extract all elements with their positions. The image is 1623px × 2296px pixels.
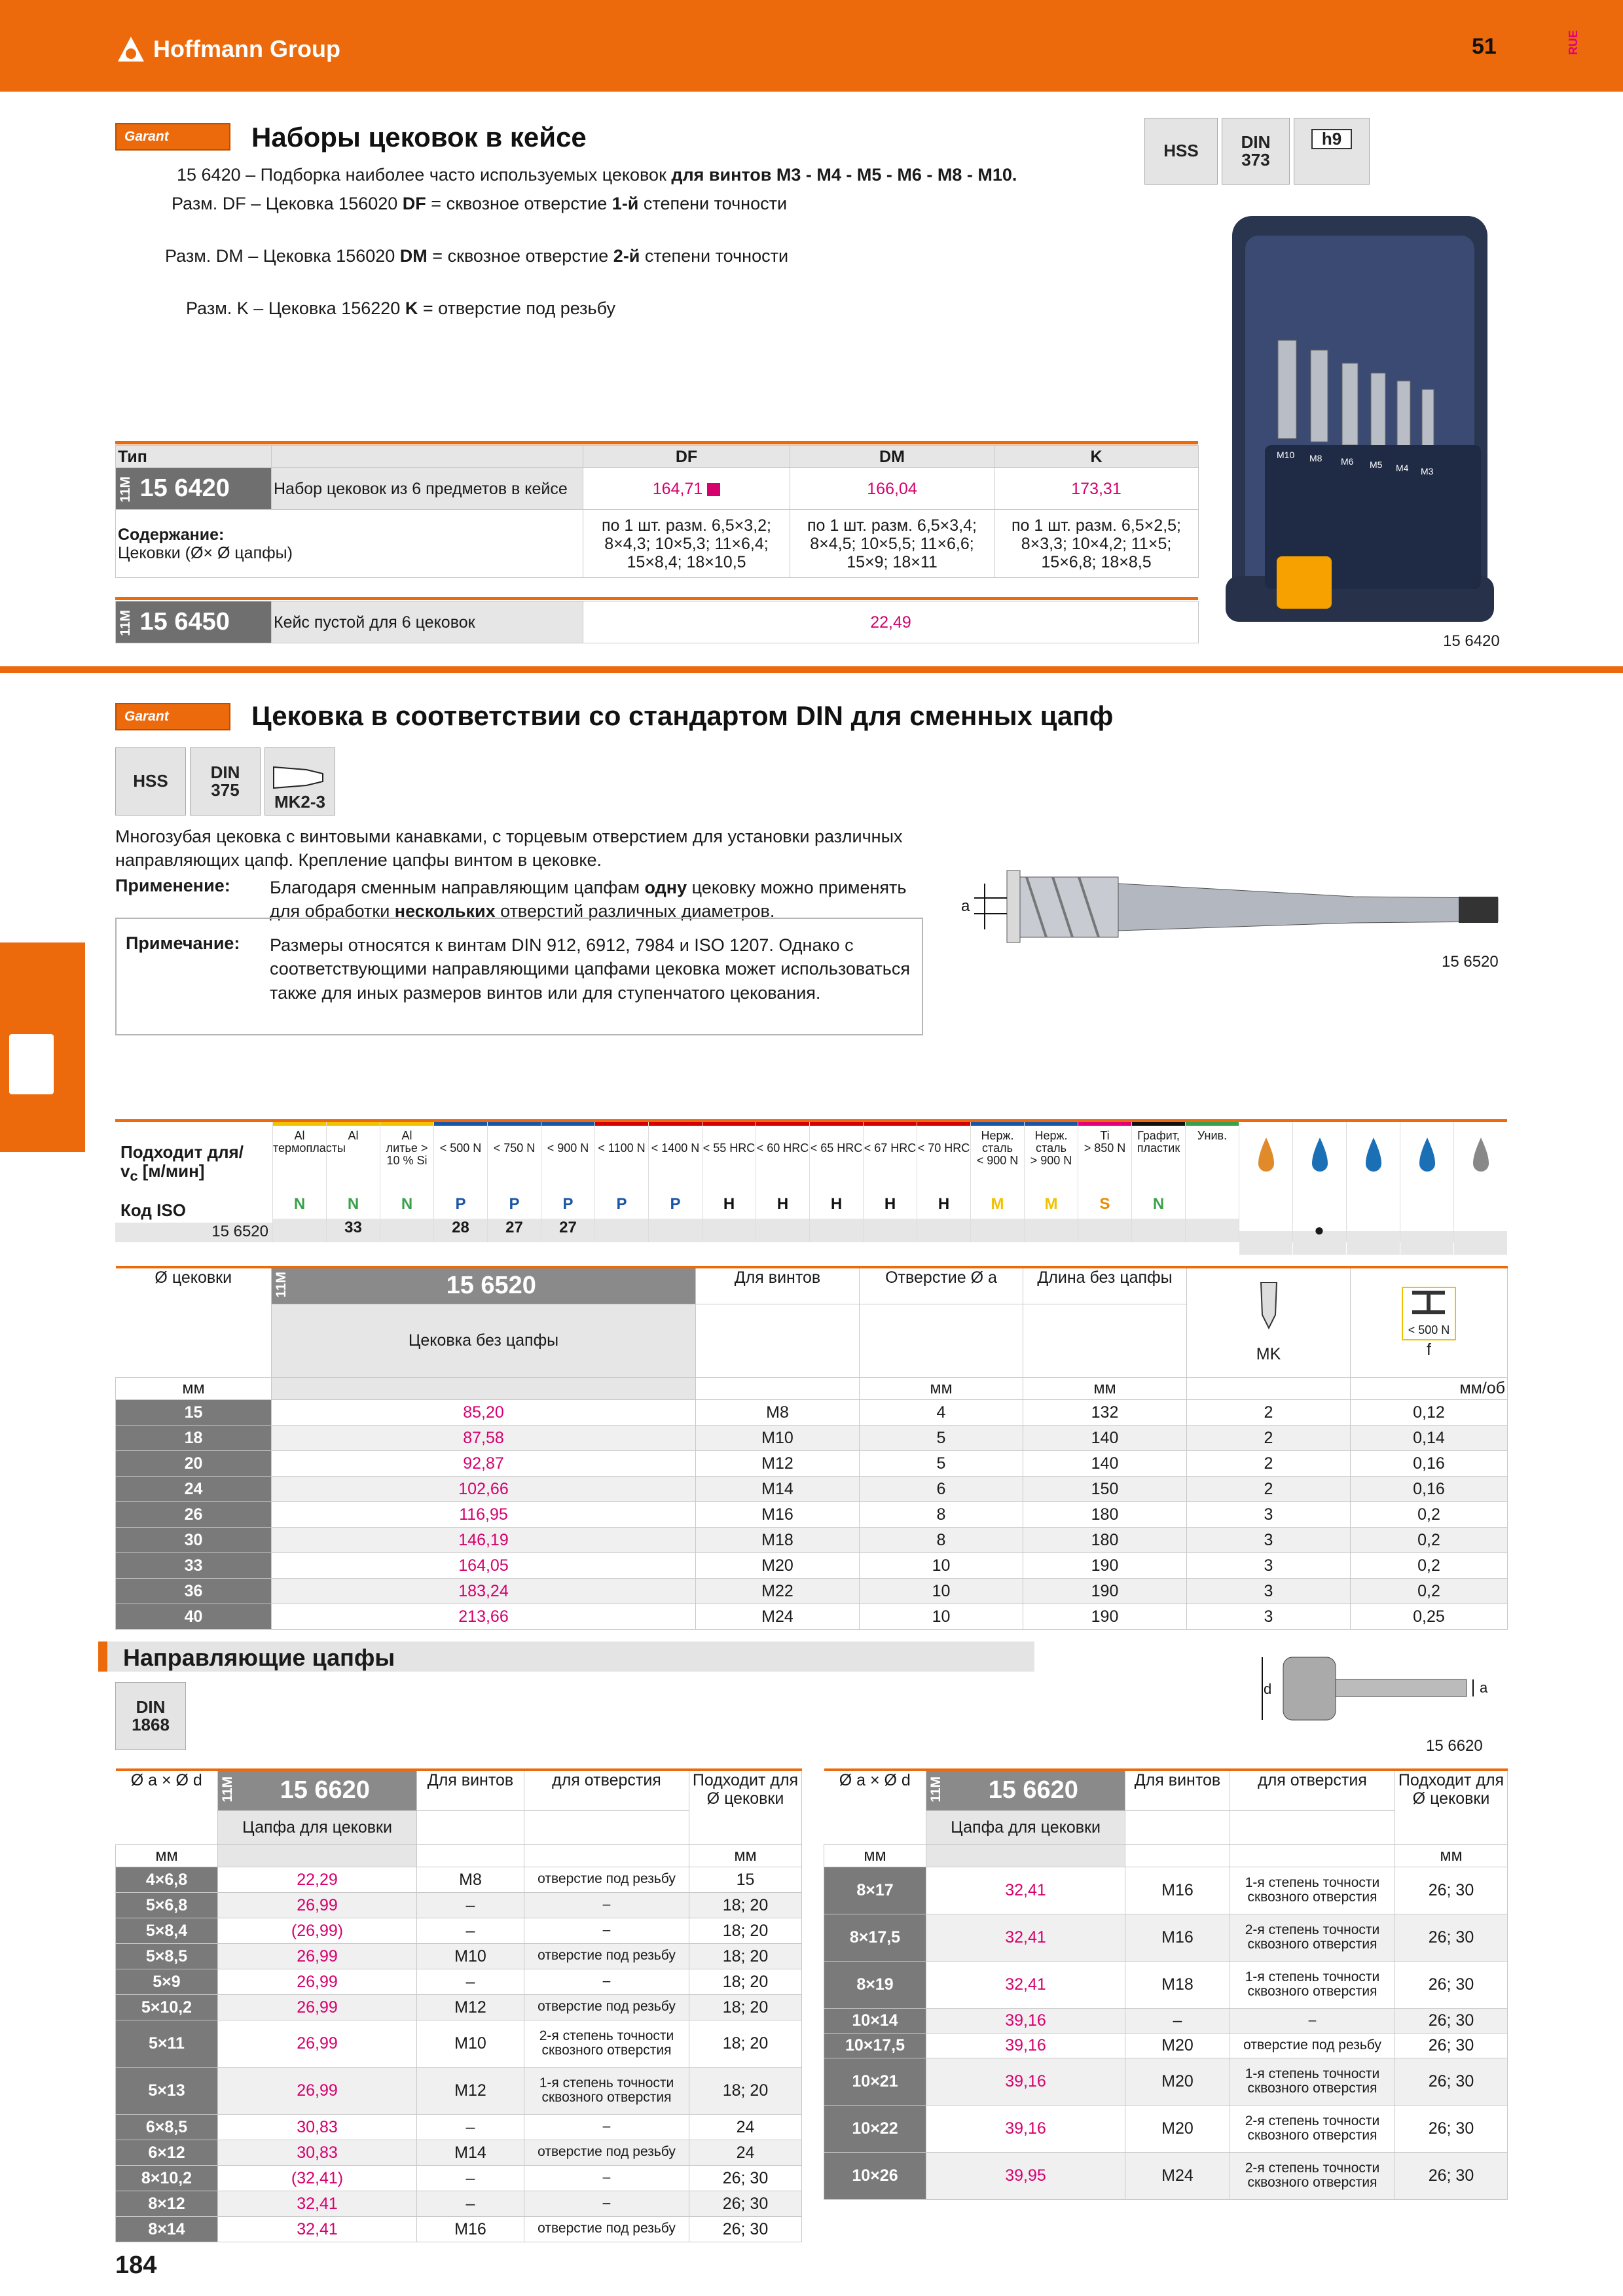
page-number-bottom: 184 <box>115 2251 157 2279</box>
table-row: 10×14 39,16 – – 26; 30 <box>824 2008 1508 2033</box>
h9-badge: h9 <box>1294 118 1370 185</box>
material-label: < 60 HRC <box>756 1141 809 1155</box>
table-row: 18 87,58 M10 5 140 2 0,14 <box>116 1425 1508 1450</box>
iso-code: P <box>616 1195 627 1213</box>
svg-text:M5: M5 <box>1370 459 1383 470</box>
din-badge: DIN 373 <box>1222 118 1290 185</box>
table-rule <box>115 441 1198 444</box>
article-code: 11M 15 6620 <box>218 1770 417 1810</box>
material-label: < 750 N <box>493 1141 536 1155</box>
iso-code: P <box>562 1195 574 1213</box>
col-name: Цапфа для цековки <box>218 1810 417 1844</box>
col-screw: Для винтов <box>696 1267 860 1304</box>
table-row: 8×17 32,41 M16 1-я степень точности сквозного отверстия 26; 30 <box>824 1867 1508 1914</box>
table-row: 10×22 39,16 M20 2-я степень точности сквозного отверстия 26; 30 <box>824 2105 1508 2152</box>
material-label: < 1100 N <box>598 1141 646 1155</box>
table-row: 5×6,8 26,99 – – 18; 20 <box>116 1892 802 1918</box>
iso-code: H <box>938 1195 950 1213</box>
material-col <box>433 1122 487 1242</box>
vc-value: 28 <box>434 1219 487 1242</box>
coolant-dot: ● <box>1314 1220 1324 1240</box>
desc-line-2: Разм. DF – Цековка 156020 DF = сквозное отверстие 1-й степени точности <box>172 194 788 213</box>
product-image-case <box>1219 209 1501 628</box>
material-label: < 1400 N <box>651 1141 700 1155</box>
content-label: Содержание: Цековки (Ø× Ø цапфы) <box>116 510 583 578</box>
iso-code: H <box>830 1195 843 1213</box>
col-hole: для отверстия <box>524 1770 689 1810</box>
garant-badge: Garant <box>115 123 230 151</box>
material-col <box>1185 1122 1239 1242</box>
image-caption: 15 6420 <box>1443 632 1500 650</box>
section-title: Направляющие цапфы <box>123 1644 395 1671</box>
col-size: Ø a × Ø d <box>130 1771 202 1789</box>
material-col <box>863 1122 917 1242</box>
table-row: 6×8,5 30,83 – – 24 <box>116 2114 802 2140</box>
material-col <box>272 1122 346 1242</box>
article-code: 11M 15 6520 <box>272 1267 696 1304</box>
section-title: Наборы цековок в кейсе <box>251 122 587 152</box>
unit: мм <box>1395 1844 1508 1867</box>
material-label: Нерж. сталь > 900 N <box>1030 1129 1072 1167</box>
table-row: 36 183,24 M22 10 190 3 0,2 <box>116 1578 1508 1604</box>
table-rule <box>115 597 1198 600</box>
coolant-icon <box>1307 1135 1333 1174</box>
table-row: 8×14 32,41 M16 отверстие под резьбу 26; 30 <box>116 2216 802 2242</box>
application-text: Благодаря сменным направляющим цапфам одну цековку можно применять для обработки нескольких отверстий различных диаметров. <box>270 878 907 922</box>
svg-text:M3: M3 <box>1421 466 1434 476</box>
hss-badge: HSS <box>1144 118 1218 185</box>
steel-icon <box>1409 1289 1448 1316</box>
vc-value <box>1132 1219 1185 1242</box>
table-row: 5×8,5 26,99 M10 отверстие под резьбу 18; 20 <box>116 1943 802 1969</box>
material-label: < 67 HRC <box>864 1141 917 1155</box>
unit: мм <box>116 1377 272 1399</box>
svg-text:d: d <box>1264 1681 1272 1697</box>
iso-code: H <box>723 1195 735 1213</box>
col-diameter: Ø цековки <box>155 1268 232 1287</box>
col-fit: Подходит для Ø цековки <box>689 1770 802 1844</box>
material-label: Al <box>348 1129 359 1142</box>
material-col <box>917 1122 970 1242</box>
table-row: 6×12 30,83 M14 отверстие под резьбу 24 <box>116 2140 802 2165</box>
suit-code: 15 6520 <box>115 1223 272 1242</box>
svg-text:M8: M8 <box>1309 453 1322 463</box>
coolant-icon <box>1253 1135 1279 1174</box>
hoffmann-logo-icon <box>115 34 148 64</box>
material-col <box>487 1122 541 1242</box>
iso-code: P <box>670 1195 681 1213</box>
countersink-icon <box>9 1034 54 1094</box>
col-mk: MK <box>1187 1267 1351 1377</box>
table-row: 26 116,95 M16 8 180 3 0,2 <box>116 1501 1508 1527</box>
svg-text:M4: M4 <box>1396 463 1409 473</box>
coolant-icon <box>1360 1135 1387 1174</box>
col-k: K <box>994 446 1199 468</box>
iso-code: M <box>991 1195 1004 1213</box>
counterbore-table <box>115 1266 1508 1630</box>
coolant-col <box>1346 1122 1400 1242</box>
table-row: 24 102,66 M14 6 150 2 0,16 <box>116 1476 1508 1501</box>
vc-value <box>595 1219 648 1242</box>
material-col <box>648 1122 702 1242</box>
coolant-icon <box>1468 1135 1494 1174</box>
material-col <box>756 1122 809 1242</box>
set-table <box>115 445 1199 578</box>
table-row: 8×19 32,41 M18 1-я степень точности сквозного отверстия 26; 30 <box>824 1961 1508 2008</box>
svg-text:M10: M10 <box>1277 450 1295 460</box>
material-col <box>970 1122 1024 1242</box>
vc-value <box>1078 1219 1131 1242</box>
taper-shank-icon <box>270 761 329 793</box>
unit: мм <box>860 1377 1023 1399</box>
material-col <box>702 1122 756 1242</box>
iso-code: N <box>401 1195 413 1213</box>
svg-text:M6: M6 <box>1341 456 1354 467</box>
material-col <box>380 1122 433 1242</box>
vc-value <box>702 1219 756 1242</box>
pilot-table-left <box>115 1768 802 2242</box>
vc-value <box>1186 1219 1239 1242</box>
case-table <box>115 601 1199 643</box>
iso-code: P <box>455 1195 466 1213</box>
taper-icon <box>1256 1282 1282 1341</box>
table-row: 20 92,87 M12 5 140 2 0,16 <box>116 1450 1508 1476</box>
suitability-table <box>115 1122 1507 1246</box>
material-col <box>1131 1122 1185 1242</box>
iso-code: N <box>1152 1195 1165 1213</box>
price-k: 173,31 <box>994 468 1199 510</box>
table-row: 8×17,5 32,41 M16 2-я степень точности сквозного отверстия 26; 30 <box>824 1914 1508 1961</box>
material-label: < 500 N <box>439 1141 482 1155</box>
table-row: 8×12 32,41 – – 26; 30 <box>116 2191 802 2216</box>
coolant-col <box>1400 1122 1453 1242</box>
pilot-table-right <box>824 1768 1508 2200</box>
material-label: Унив. <box>1197 1129 1228 1142</box>
garant-badge: Garant <box>115 703 230 730</box>
table-row: 10×26 39,95 M24 2-я степень точности сквозного отверстия 26; 30 <box>824 2152 1508 2199</box>
material-label: < 65 HRC <box>810 1141 863 1155</box>
unit: мм <box>1023 1377 1187 1399</box>
article-code: 11M 15 6620 <box>926 1770 1125 1810</box>
unit: мм <box>689 1844 802 1867</box>
desc-line-1: 15 6420 – Подборка наиболее часто используемых цековок для винтов М3 - М4 - М5 - М6 - М8 - М10. <box>177 165 1017 185</box>
iso-code: N <box>293 1195 306 1213</box>
vc-value <box>273 1219 326 1242</box>
material-label: < 70 HRC <box>917 1141 970 1155</box>
unit: мм/об <box>1351 1377 1508 1399</box>
iso-label: Код ISO <box>120 1200 186 1220</box>
material-label: Al литье > 10 % Si <box>386 1129 428 1167</box>
col-feed: < 500 N f <box>1351 1267 1508 1377</box>
desc-line-4: Разм. K – Цековка 156220 K = отверстие под резьбу <box>186 298 615 318</box>
brand-logo <box>115 34 340 64</box>
svg-text:a: a <box>1480 1679 1488 1696</box>
vc-value <box>864 1219 917 1242</box>
table-row: 4×6,8 22,29 M8 отверстие под резьбу 15 <box>116 1867 802 1892</box>
price: 22,49 <box>583 601 1199 643</box>
col-screw: Для винтов <box>1125 1770 1230 1810</box>
application-label: Применение: <box>115 876 230 895</box>
material-col <box>326 1122 380 1242</box>
material-label: Графит, пластик <box>1137 1129 1180 1155</box>
material-col <box>1024 1122 1078 1242</box>
table-row: 5×11 26,99 M10 2-я степень точности сквозного отверстия 18; 20 <box>116 2020 802 2067</box>
coolant-col <box>1453 1122 1507 1242</box>
material-label: < 900 N <box>547 1141 589 1155</box>
brand-name: Hoffmann Group <box>153 35 340 62</box>
table-row: 10×21 39,16 M20 1-я степень точности сквозного отверстия 26; 30 <box>824 2058 1508 2105</box>
vc-value <box>810 1219 863 1242</box>
vc-value: 33 <box>327 1219 380 1242</box>
section-marker <box>98 1641 107 1672</box>
material-label: Ti > 850 N <box>1084 1129 1126 1155</box>
vc-value: 27 <box>488 1219 541 1242</box>
table-row: 10×17,5 39,16 M20 отверстие под резьбу 26; 30 <box>824 2033 1508 2058</box>
iso-code: P <box>509 1195 520 1213</box>
article-desc: Набор цековок из 6 предметов в кейсе <box>272 468 583 510</box>
vc-value <box>380 1219 433 1242</box>
vc-value <box>1025 1219 1078 1242</box>
coolant-icon <box>1414 1135 1440 1174</box>
table-row: 5×9 26,99 – – 18; 20 <box>116 1969 802 1994</box>
unit: мм <box>116 1844 218 1867</box>
iso-code: H <box>884 1195 896 1213</box>
type-label: Тип <box>116 446 272 468</box>
table-row: 33 164,05 M20 10 190 3 0,2 <box>116 1552 1508 1578</box>
mk-badge: MK2-3 <box>264 747 335 816</box>
material-label: Нерж. сталь < 900 N <box>976 1129 1019 1167</box>
col-hole: для отверстия <box>1230 1770 1395 1810</box>
price-df: 164,71 <box>583 468 790 510</box>
table-row: 30 146,19 M18 8 180 3 0,2 <box>116 1527 1508 1552</box>
article-code: 11M 15 6450 <box>116 601 272 643</box>
content-dm: по 1 шт. разм. 6,5×3,4; 8×4,5; 10×5,5; 11×6,6; 15×9; 18×11 <box>790 510 994 578</box>
col-length: Длина без цапфы <box>1023 1267 1187 1304</box>
iso-code: M <box>1044 1195 1058 1213</box>
article-desc: Кейс пустой для 6 цековок <box>272 601 583 643</box>
table-row: 15 85,20 M8 4 132 2 0,12 <box>116 1399 1508 1425</box>
page-number-top: 51 <box>1472 34 1497 59</box>
col-dm: DM <box>790 446 994 468</box>
suit-label: Подходит для/ $v_c$ [м/мин] <box>120 1142 244 1184</box>
vc-value <box>649 1219 702 1242</box>
iso-code <box>1186 1195 1239 1219</box>
material-col <box>809 1122 863 1242</box>
article-code: 11M 15 6420 <box>116 468 272 510</box>
content-k: по 1 шт. разм. 6,5×2,5; 8×3,3; 10×4,2; 11×5; 15×6,8; 18×8,5 <box>994 510 1199 578</box>
product-description: Многозубая цековка с винтовыми канавками, с торцевым отверстием для установки различных направляющих цапф. Крепление цапфы винтом в цековке. <box>115 827 903 870</box>
unit: мм <box>824 1844 926 1867</box>
material-col <box>1078 1122 1131 1242</box>
image-caption: 15 6520 <box>1442 953 1499 971</box>
note-text: Размеры относятся к винтам DIN 912, 6912, 7984 и ISO 1207. Однако с соответствующими направляющими цапфами цековка может использоваться также для иных размеров винтов или для ступенчатого цекования. <box>270 935 910 1003</box>
product-image-counterbore <box>961 857 1518 956</box>
note-label: Примечание: <box>126 933 240 953</box>
din-badge: DIN 375 <box>190 747 261 816</box>
section-divider <box>0 666 1623 673</box>
hss-badge: HSS <box>115 747 186 816</box>
vc-value <box>971 1219 1024 1242</box>
table-row: 8×10,2 (32,41) – – 26; 30 <box>116 2165 802 2191</box>
col-fit: Подходит для Ø цековки <box>1395 1770 1508 1844</box>
iso-code: N <box>347 1195 359 1213</box>
vc-value: 27 <box>541 1219 594 1242</box>
material-col <box>541 1122 594 1242</box>
language-tag: RUE <box>1567 30 1580 56</box>
section-title: Цековка в соответствии со стандартом DIN для сменных цапф <box>251 700 1114 731</box>
image-caption: 15 6620 <box>1426 1737 1483 1755</box>
col-name: Цапфа для цековки <box>926 1810 1125 1844</box>
content-df: по 1 шт. разм. 6,5×3,2; 8×4,3; 10×5,3; 11×6,4; 15×8,4; 18×10,5 <box>583 510 790 578</box>
price-dm: 166,04 <box>790 468 994 510</box>
table-row: 40 213,66 M24 10 190 3 0,25 <box>116 1604 1508 1629</box>
material-label: < 55 HRC <box>702 1141 756 1155</box>
material-col <box>594 1122 648 1242</box>
col-name: Цековка без цапфы <box>272 1304 696 1377</box>
col-screw: Для винтов <box>417 1770 524 1810</box>
vc-value <box>756 1219 809 1242</box>
col-hole: Отверстие Ø a <box>860 1267 1023 1304</box>
svg-text:a: a <box>961 897 970 915</box>
iso-code: S <box>1099 1195 1110 1213</box>
table-row: 5×10,2 26,99 M12 отверстие под резьбу 18; 20 <box>116 1994 802 2020</box>
table-row: 5×8,4 (26,99) – – 18; 20 <box>116 1918 802 1943</box>
vc-value <box>917 1219 970 1242</box>
desc-line-3: Разм. DM – Цековка 156020 DM = сквозное отверстие 2-й степени точности <box>165 246 789 266</box>
material-label: Al термопласты <box>273 1129 346 1155</box>
coolant-col <box>1239 1122 1292 1242</box>
din-badge: DIN 1868 <box>115 1682 186 1750</box>
product-image-pilot <box>1250 1643 1499 1728</box>
table-row: 5×13 26,99 M12 1-я степень точности сквозного отверстия 18; 20 <box>116 2067 802 2114</box>
col-df: DF <box>583 446 790 468</box>
col-size: Ø a × Ø d <box>839 1771 911 1789</box>
iso-code: H <box>776 1195 789 1213</box>
